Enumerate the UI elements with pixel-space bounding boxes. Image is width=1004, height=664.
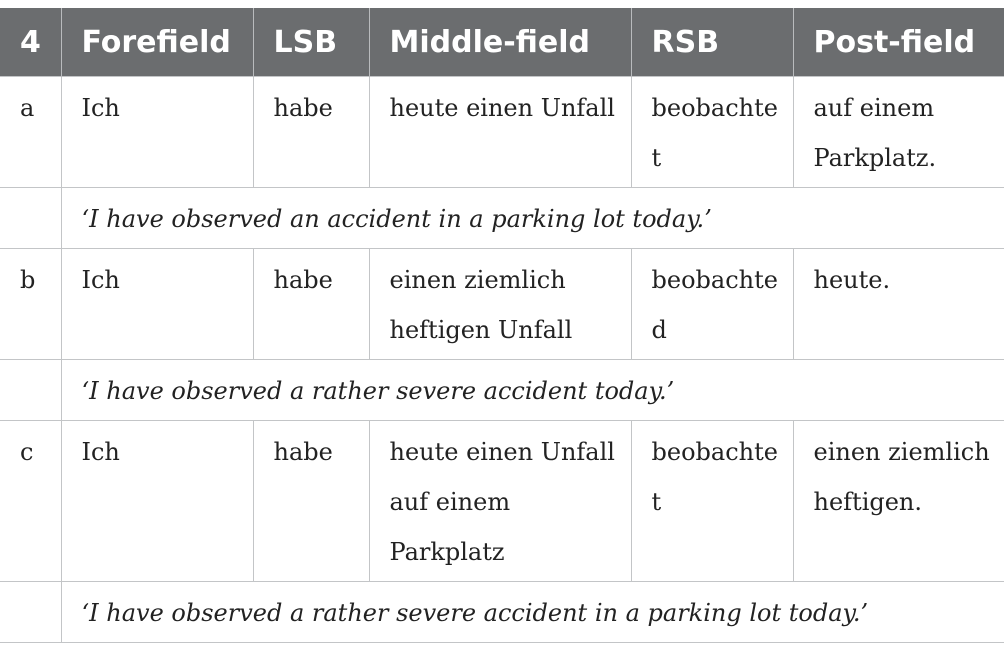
forefield-cell: Ich xyxy=(61,421,253,582)
translation-cell: ‘I have observed a rather severe accident today.’ xyxy=(61,360,1004,421)
example-row-c xyxy=(0,421,1004,582)
example-label: a xyxy=(0,77,61,188)
postfield-cell: einen ziemlich heftigen. xyxy=(793,421,1004,582)
translation-spacer xyxy=(0,188,61,249)
rsb-cell: beobachtet xyxy=(631,421,793,582)
translation-cell: ‘I have observed an accident in a parking lot today.’ xyxy=(61,188,1004,249)
middlefield-cell: heute einen Unfall auf einem Parkplatz xyxy=(369,421,631,582)
header-rsb: RSB xyxy=(631,8,793,77)
header-forefield: Forefield xyxy=(61,8,253,77)
header-row xyxy=(0,8,1004,77)
header-middlefield: Middle-field xyxy=(369,8,631,77)
topological-fields-table xyxy=(0,8,1004,643)
translation-spacer xyxy=(0,582,61,643)
header-postfield: Post-field xyxy=(793,8,1004,77)
header-lsb: LSB xyxy=(253,8,369,77)
forefield-cell: Ich xyxy=(61,77,253,188)
translation-row-c xyxy=(0,582,1004,643)
postfield-cell: heute. xyxy=(793,249,1004,360)
rsb-cell: beobachted xyxy=(631,249,793,360)
lsb-cell: habe xyxy=(253,77,369,188)
lsb-cell: habe xyxy=(253,421,369,582)
translation-spacer xyxy=(0,360,61,421)
lsb-cell: habe xyxy=(253,249,369,360)
middlefield-cell: heute einen Unfall xyxy=(369,77,631,188)
example-row-b xyxy=(0,249,1004,360)
example-label: b xyxy=(0,249,61,360)
translation-row-a xyxy=(0,188,1004,249)
translation-cell: ‘I have observed a rather severe accident in a parking lot today.’ xyxy=(61,582,1004,643)
example-label: c xyxy=(0,421,61,582)
forefield-cell: Ich xyxy=(61,249,253,360)
example-row-a xyxy=(0,77,1004,188)
postfield-cell: auf einem Parkplatz. xyxy=(793,77,1004,188)
translation-row-b xyxy=(0,360,1004,421)
rsb-cell: beobachtet xyxy=(631,77,793,188)
middlefield-cell: einen ziemlich heftigen Unfall xyxy=(369,249,631,360)
header-example-number: 4 xyxy=(0,8,61,77)
